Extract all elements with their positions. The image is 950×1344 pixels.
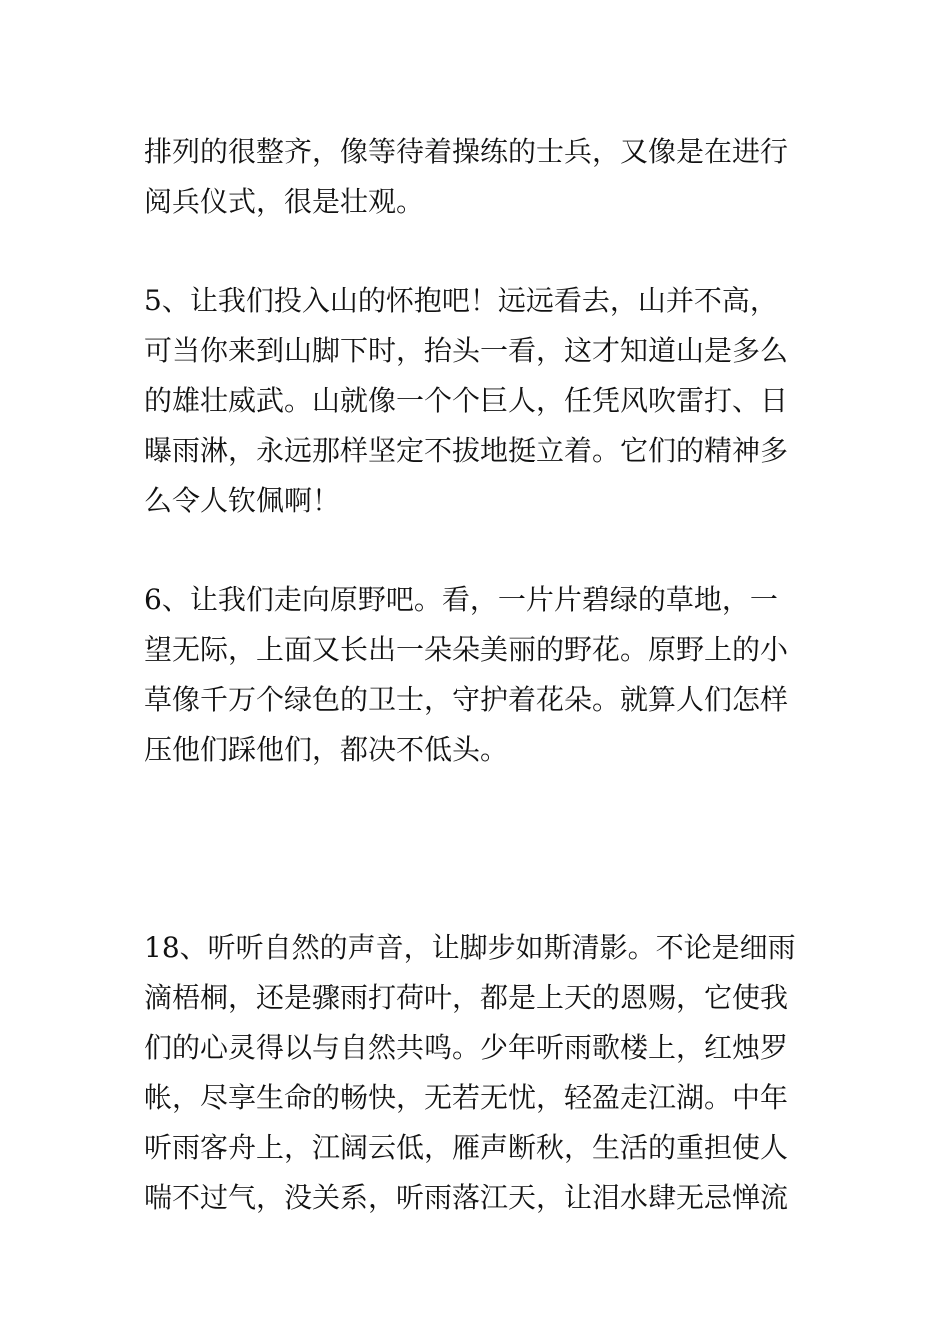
text-line: 望无际，上面又长出一朵朵美丽的野花。原野上的小 [144,633,789,666]
text-line: 曝雨淋，永远那样坚定不拔地挺立着。它们的精神多 [144,434,789,467]
text-line: 们的心灵得以与自然共鸣。少年听雨歌楼上，红烛罗 [144,1031,789,1064]
text-line: 压他们踩他们，都决不低头。 [144,733,509,766]
text-line: 听雨客舟上，江阔云低，雁声断秋，生活的重担使人 [144,1131,789,1164]
text-line: 滴梧桐，还是骤雨打荷叶，都是上天的恩赐，它使我 [144,981,789,1014]
text-line: 5、让我们投入山的怀抱吧！远远看去，山并不高， [144,284,778,317]
text-line: 6、让我们走向原野吧。看，一片片碧绿的草地，一 [144,583,778,616]
text-line: 么令人钦佩啊！ [144,484,341,517]
text-line: 的雄壮威武。山就像一个个巨人，任凭风吹雷打、日 [144,384,789,417]
text-line: 草像千万个绿色的卫士，守护着花朵。就算人们怎样 [144,683,789,716]
text-line: 喘不过气，没关系，听雨落江天，让泪水肆无忌惮流 [144,1181,789,1214]
text-line: 帐，尽享生命的畅快，无若无忧，轻盈走江湖。中年 [144,1081,789,1114]
text-line: 18、听听自然的声音，让脚步如斯清影。不论是细雨 [144,931,796,964]
text-line: 可当你来到山脚下时，抬头一看，这才知道山是多么 [144,334,789,367]
text-line: 阅兵仪式，很是壮观。 [144,185,425,218]
text-line: 排列的很整齐，像等待着操练的士兵，又像是在进行 [144,135,789,168]
